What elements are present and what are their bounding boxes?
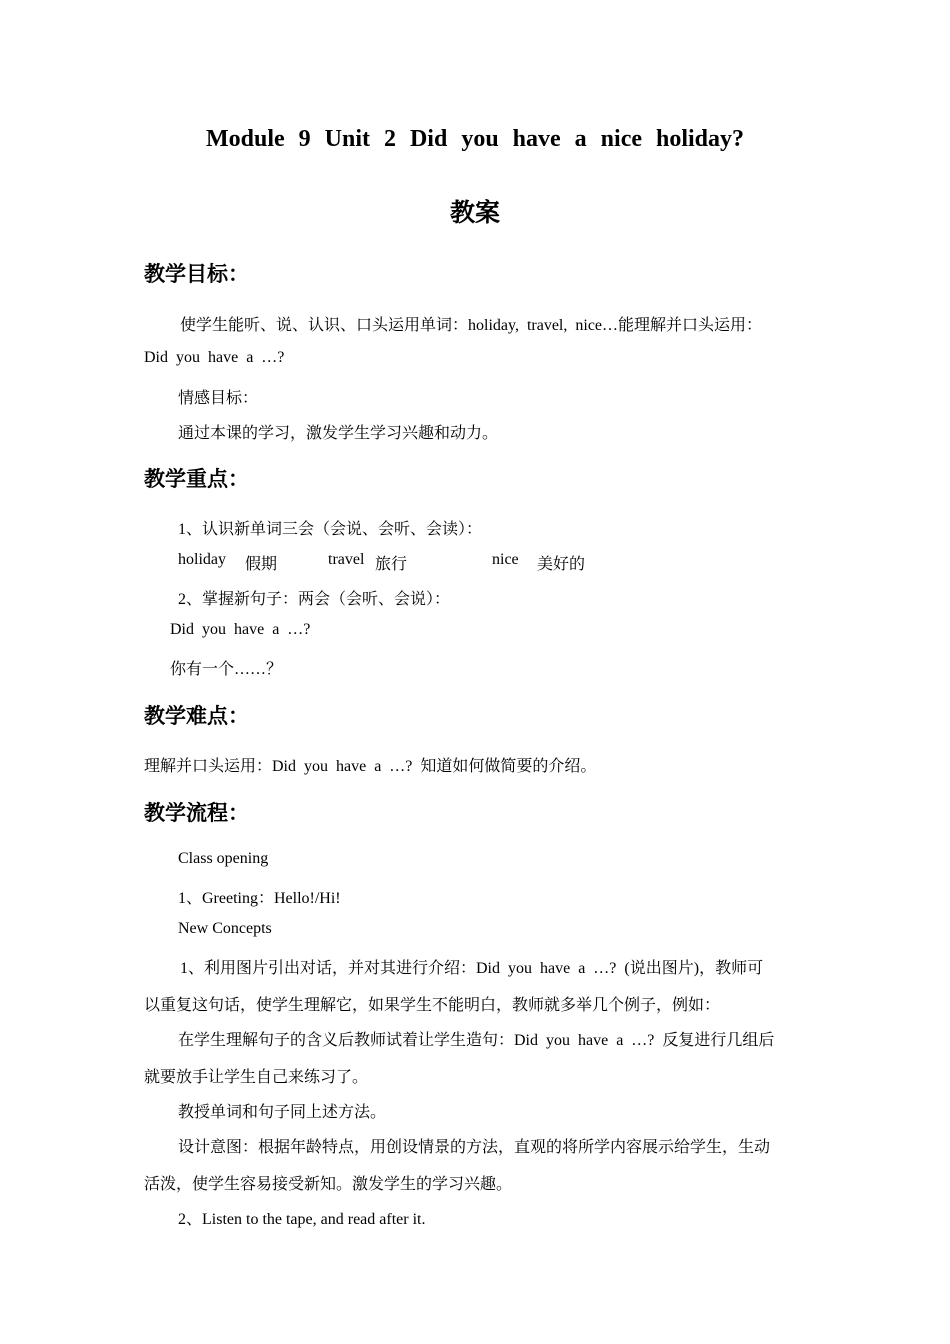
vocab-meaning: 美好的 (537, 556, 586, 573)
objectives-line-3: 情感目标： (178, 390, 259, 407)
process-line-10: 活泼，使学生容易接受新知。激发学生的学习兴趣。 (144, 1176, 513, 1193)
key-points-line-1: 1、认识新单词三会（会说、会听、会读）： (178, 521, 483, 538)
vocab-word: travel (328, 551, 365, 568)
vocab-word: nice (492, 551, 519, 568)
process-line-1: Class opening (178, 850, 269, 867)
document-title: Module 9 Unit 2 Did you have a nice holiday? (205, 126, 745, 152)
vocab-row (0, 551, 950, 573)
process-line-4: 1、利用图片引出对话，并对其进行介绍：Did you have a …? (说出图片)，教师可 (180, 960, 764, 977)
process-line-7: 就要放手让学生自己来练习了。 (144, 1069, 369, 1086)
process-line-2: 1、Greeting：Hello!/Hi! (178, 890, 341, 907)
vocab-meaning: 假期 (245, 556, 278, 573)
objectives-line-2: Did you have a …? (144, 349, 285, 366)
difficulties-heading: 教学难点： (144, 704, 249, 728)
key-points-line-3: Did you have a …? (170, 621, 311, 638)
vocab-meaning: 旅行 (375, 556, 408, 573)
objectives-line-1: 使学生能听、说、认识、口头运用单词：holiday, travel, nice…能理解并口头运用： (180, 317, 763, 334)
objectives-line-4: 通过本课的学习，激发学生学习兴趣和动力。 (178, 425, 499, 442)
process-line-6: 在学生理解句子的含义后教师试着让学生造句：Did you have a …? 反复进行几组后 (178, 1032, 775, 1049)
process-line-5: 以重复这句话，使学生理解它，如果学生不能明白，教师就多举几个例子，例如： (144, 997, 721, 1014)
key-points-heading: 教学重点： (144, 467, 249, 491)
process-line-8: 教授单词和句子同上述方法。 (178, 1104, 387, 1121)
process-line-9: 设计意图：根据年龄特点，用创设情景的方法，直观的将所学内容展示给学生，生动 (178, 1139, 771, 1156)
process-line-3: New Concepts (178, 920, 272, 937)
difficulties-line-1: 理解并口头运用：Did you have a …? 知道如何做简要的介绍。 (144, 758, 597, 775)
key-points-line-2: 2、掌握新句子：两会（会听、会说）： (178, 591, 451, 608)
vocab-word: holiday (178, 551, 226, 568)
process-line-11: 2、Listen to the tape, and read after it. (178, 1211, 426, 1228)
document-subtitle: 教案 (449, 200, 500, 227)
objectives-heading: 教学目标： (144, 262, 249, 286)
key-points-line-4: 你有一个……？ (170, 661, 283, 678)
process-heading: 教学流程： (144, 801, 249, 825)
